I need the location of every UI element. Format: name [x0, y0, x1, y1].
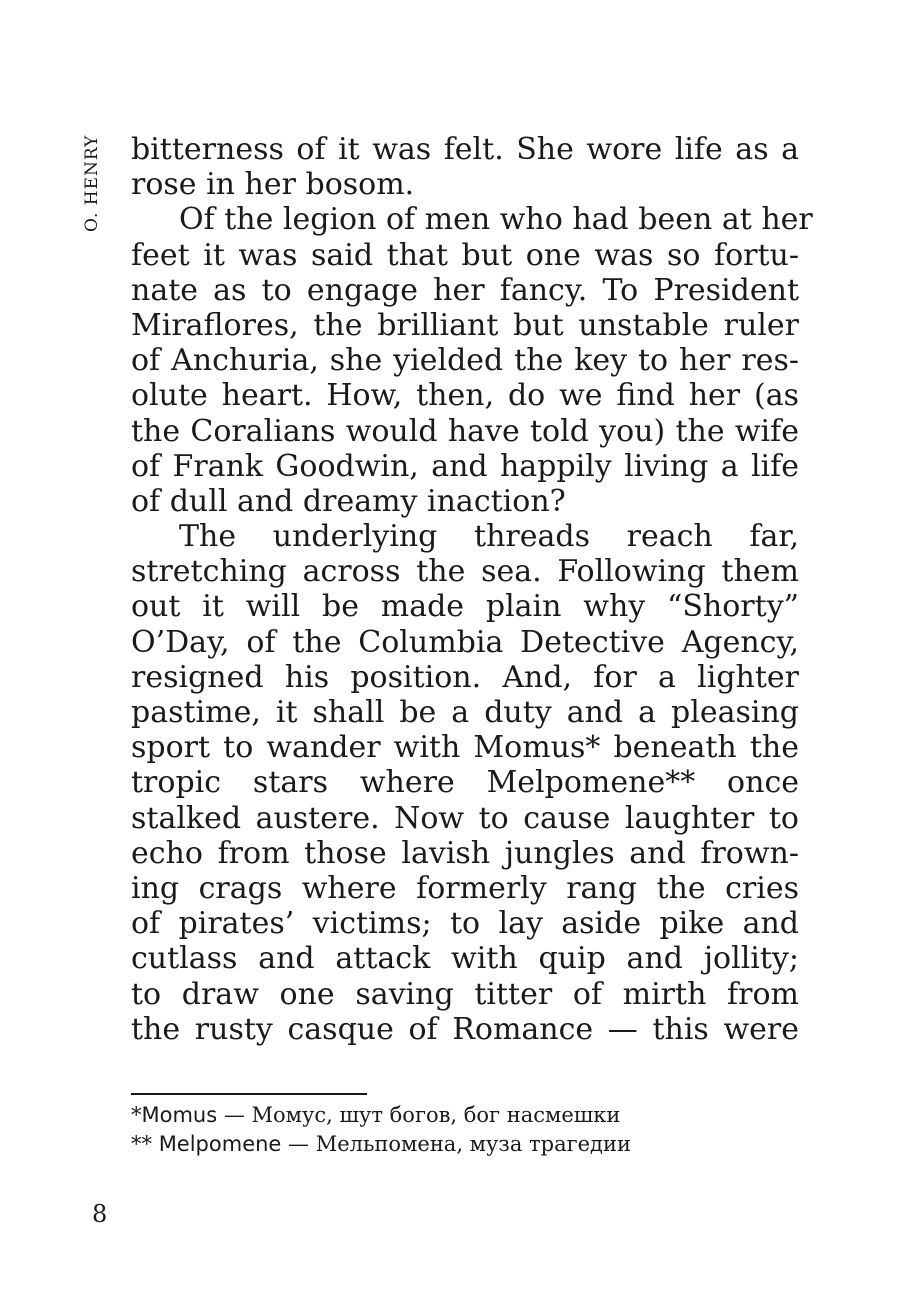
text-line: ing crags where formerly rang the cries	[131, 870, 799, 906]
text-line: the Coralians would have told you) the wife	[131, 413, 799, 449]
text-line: the rusty casque of Romance — this were	[131, 1011, 799, 1047]
text-line: olute heart. How, then, do we find her (as	[131, 378, 799, 414]
text-line: pastime, it shall be a duty and a pleasing	[131, 695, 799, 730]
text-line: tropic stars where Melpomene** once	[131, 765, 799, 801]
text-line: O’Day, of the Columbia Detective Agency,	[131, 624, 799, 660]
footnote-mark: *	[131, 1103, 142, 1127]
text-line: feet it was said that but one was so fortu-	[131, 237, 799, 273]
footnote-definition: — Момус, шут богов, бог насмешки	[217, 1103, 621, 1127]
text-line: Of the legion of men who had been at her	[179, 202, 813, 238]
text-line: out it will be made plain why “Shorty”	[131, 589, 799, 625]
text-line: of Anchuria, she yielded the key to her res-	[131, 343, 799, 379]
text-line: rose in her bosom.	[131, 167, 415, 203]
running-head: O. HENRY	[82, 135, 102, 233]
text-line: resigned his position. And, for a lighter	[131, 659, 799, 695]
text-line: of dull and dreamy inaction?	[131, 483, 566, 519]
text-line: stalked austere. Now to cause laughter to	[131, 800, 799, 836]
text-line: Miraflores, the brilliant but unstable ruler	[131, 307, 799, 343]
footnote-rule	[131, 1093, 367, 1095]
footnote-term: Momus	[141, 1103, 218, 1127]
text-line: to draw one saving titter of mirth from	[131, 976, 799, 1012]
text-line: stretching across the sea. Following them	[131, 554, 799, 590]
footnote-mark: **	[131, 1132, 159, 1156]
text-line: cutlass and attack with quip and jollity;	[131, 941, 799, 977]
text-line: The underlying threads reach far,	[179, 519, 799, 555]
footnote-definition: — Мельпомена, муза трагедии	[281, 1132, 631, 1156]
footnote-term: Melpomene	[158, 1132, 282, 1156]
text-line: of pirates’ victims; to lay aside pike and	[131, 906, 799, 942]
text-line: sport to wander with Momus* beneath the	[131, 730, 799, 766]
text-line: bitterness of it was felt. She wore life as a	[131, 132, 799, 167]
footnotes	[131, 1101, 811, 1159]
body-text	[131, 132, 813, 1047]
text-line: of Frank Goodwin, and happily living a life	[131, 448, 799, 484]
footnote	[131, 1101, 811, 1130]
footnote	[131, 1130, 811, 1159]
text-line: nate as to engage her fancy. To President	[131, 272, 799, 308]
text-line: echo from those lavish jungles and frown-	[131, 835, 799, 871]
page-number: 8	[92, 1200, 108, 1228]
